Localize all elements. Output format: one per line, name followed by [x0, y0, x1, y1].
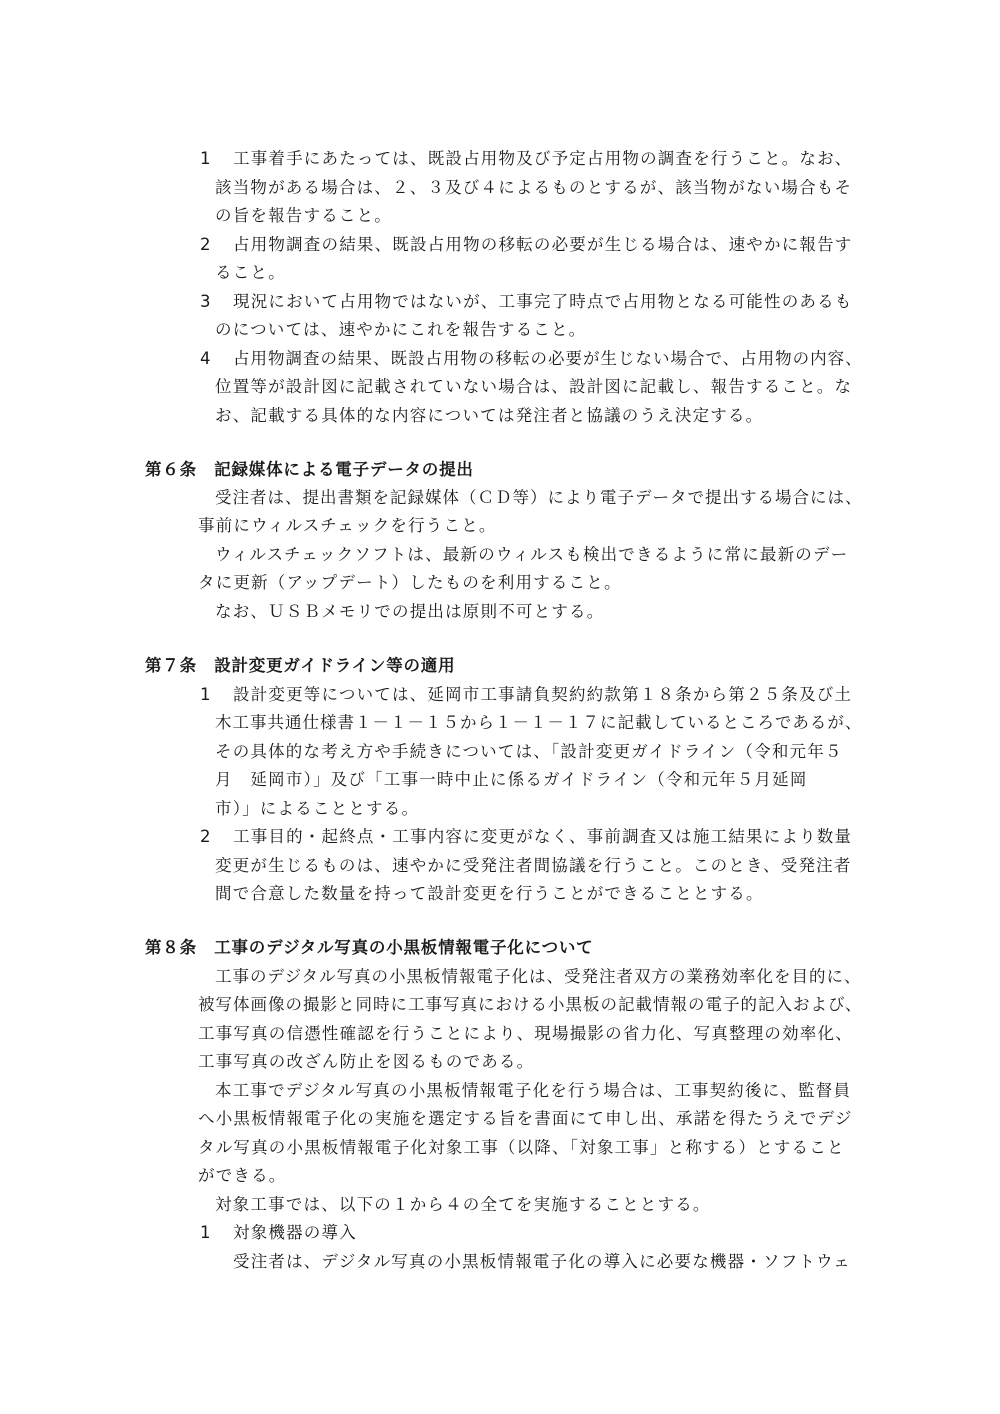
- paragraph-line: 事前にウィルスチェックを行うこと。: [198, 516, 497, 535]
- list-item-line: ること。: [215, 263, 286, 282]
- paragraph-line: タに更新（アップデート）したものを利用すること。: [198, 573, 622, 592]
- list-item-line: 木工事共通仕様書１－１－１５から１－１－１７に記載しているところであるが、: [215, 713, 863, 732]
- list-item-line: のについては、速やかにこれを報告すること。: [215, 320, 587, 339]
- list-item-line: の旨を報告すること。: [215, 206, 392, 225]
- list-item-line: 現況において占用物ではないが、工事完了時点で占用物となる可能性のあるも: [233, 292, 853, 311]
- list-item-line: 工事目的・起終点・工事内容に変更がなく、事前調査又は施工結果により数量: [233, 827, 853, 846]
- paragraph-line: 工事写真の改ざん防止を図るものである。: [198, 1052, 535, 1071]
- list-item-number: 1: [200, 149, 212, 168]
- list-item-line: その具体的な考え方や手続きについては、「設計変更ガイドライン（令和元年５: [215, 742, 843, 761]
- list-item-number: 2: [200, 235, 212, 254]
- paragraph-line: 対象工事では、以下の１から４の全てを実施することとする。: [215, 1195, 711, 1214]
- paragraph-line: へ小黒板情報電子化の実施を選定する旨を書面にて申し出、承諾を得たうえでデジ: [198, 1109, 853, 1128]
- article-6-heading: 第６条 記録媒体による電子データの提出: [145, 460, 474, 479]
- paragraph-line: タル写真の小黒板情報電子化対象工事（以降、「対象工事」と称する）とすること: [198, 1138, 845, 1157]
- list-item-line: 工事着手にあたっては、既設占用物及び予定占用物の調査を行うこと。なお、: [233, 149, 853, 168]
- list-item-line: 変更が生じるものは、速やかに受発注者間協議を行うこと。このとき、受発注者: [215, 856, 852, 875]
- paragraph-line: 工事写真の信憑性確認を行うことにより、現場撮影の省力化、写真整理の効率化、: [198, 1024, 853, 1043]
- paragraph-line: ウィルスチェックソフトは、最新のウィルスも検出できるように常に最新のデー: [215, 545, 849, 564]
- list-item-number: 1: [200, 685, 212, 704]
- list-item-line: 占用物調査の結果、既設占用物の移転の必要が生じない場合で、占用物の内容、: [233, 349, 863, 368]
- paragraph-line: 本工事でデジタル写真の小黒板情報電子化を行う場合は、工事契約後に、監督員: [215, 1081, 852, 1100]
- article-7-heading: 第７条 設計変更ガイドライン等の適用: [145, 656, 456, 675]
- list-item-line: 月 延岡市）」及び「工事一時中止に係るガイドライン（令和元年５月延岡: [215, 770, 808, 789]
- list-item-number: 1: [200, 1223, 212, 1242]
- list-item-line: 受注者は、デジタル写真の小黒板情報電子化の導入に必要な機器・ソフトウェ: [233, 1252, 851, 1271]
- paragraph-line: なお、ＵＳＢメモリでの提出は原則不可とする。: [215, 602, 605, 621]
- list-item-line: 市）」によることとする。: [215, 799, 420, 818]
- paragraph-line: 被写体画像の撮影と同時に工事写真における小黒板の記載情報の電子的記入および、: [198, 995, 863, 1014]
- list-item-title: 対象機器の導入: [233, 1223, 357, 1242]
- list-item-number: 2: [200, 827, 212, 846]
- list-item-line: お、記載する具体的な内容については発注者と協議のうえ決定する。: [215, 406, 764, 425]
- article-8-heading: 第８条 工事のデジタル写真の小黒板情報電子化について: [145, 938, 594, 957]
- paragraph-line: ができる。: [198, 1166, 287, 1185]
- list-item-line: 間で合意した数量を持って設計変更を行うことができることとする。: [215, 884, 764, 903]
- list-item-line: 位置等が設計図に記載されていない場合は、設計図に記載し、報告すること。な: [215, 377, 853, 396]
- list-item-line: 設計変更等については、延岡市工事請負契約約款第１８条から第２５条及び土: [233, 685, 853, 704]
- paragraph-line: 受注者は、提出書類を記録媒体（ＣＤ等）により電子データで提出する場合には、: [215, 488, 863, 507]
- list-item-line: 該当物がある場合は、２、３及び４によるものとするが、該当物がない場合もそ: [215, 178, 853, 197]
- list-item-line: 占用物調査の結果、既設占用物の移転の必要が生じる場合は、速やかに報告す: [233, 235, 853, 254]
- list-item-number: 3: [200, 292, 212, 311]
- list-item-number: 4: [200, 349, 212, 368]
- paragraph-line: 工事のデジタル写真の小黒板情報電子化は、受発注者双方の業務効率化を目的に、: [215, 967, 862, 986]
